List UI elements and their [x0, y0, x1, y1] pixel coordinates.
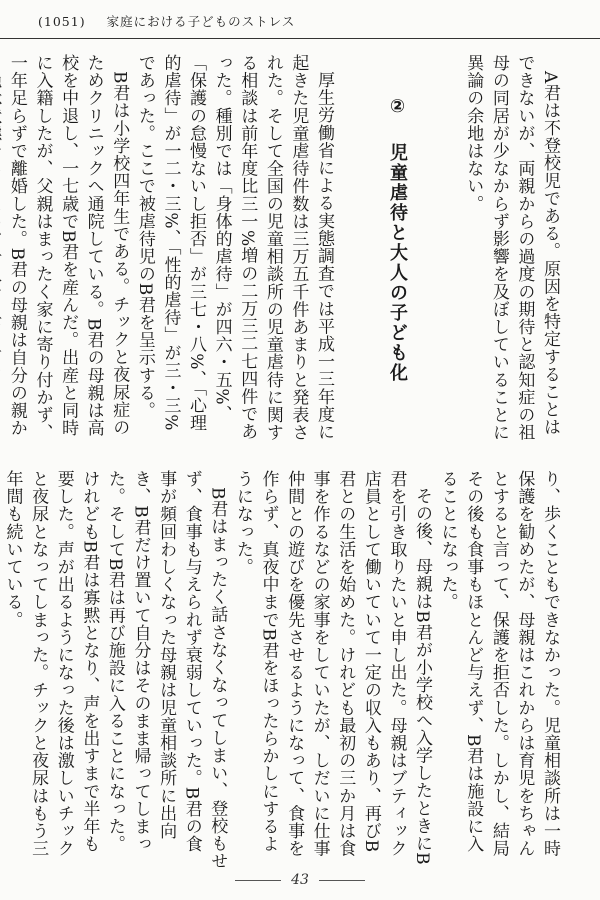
page-code: (1051) — [38, 14, 86, 29]
running-title: 家庭における子どものストレス — [106, 14, 296, 29]
header-rule — [0, 38, 600, 39]
paragraph: B君はまったく話さなくなってしまい、登校もせず、食事も与えられず衰弱していった。B君の食事が頻回わしくなった母親は児童相談所に出向き、B君だけ置いて自分はそのまま帰ってしまった。そしてB君は再び施設に入ることになった。けれどもB君は寡黙となり、声を出すまで半年も要した。声が出るようになった後は激しいチックと夜尿となってしまった。チックと夜尿はもう三年間も続いている。 — [2, 470, 228, 870]
lower-block-body — [2, 470, 562, 870]
footer-dash-right — [319, 880, 365, 881]
section-number: ② — [387, 96, 408, 119]
paragraph: り、歩くこともできなかった。児童相談所は一時保護を勧めたが、母親はこれからは育児をちゃんとすると言って、保護を拒否した。しかし、結局その後も食事もほとんど与えず、B君は施設に入ることになった。 — [437, 470, 560, 858]
paragraph: その後、母親はB君が小学校へ入学したときにB君を引き取りたいと申し出た。母親はブティック店員として働いていて一定の収入もあり、再びB君との生活を始めた。けれども最初の三か月は食事を作るなどの家事をしていたが、しだいに仕事仲間との遊びを優先させるようになって、食事を作らず、真夜中までB君をほったらかしにするようになった。 — [232, 470, 433, 866]
upper-block-intro — [412, 54, 562, 448]
section-title: 児童虐待と大人の子ども化 — [387, 143, 408, 384]
page-footer — [0, 872, 600, 888]
page-number: 43 — [291, 872, 309, 888]
paragraph: 厚生労働省による実態調査では平成一三年度に起きた児童虐待件数は三万五千件あまりと発表された。そして全国の児童相談所の児童虐待に関する相談は前年度比三一%増の二万三二七四件であった。種別では「身体的虐待」が四六・五%、「保護の怠慢ないし拒否」が三七・八%、「心理的虐待」が一二・三%、「性的虐待」が三・三%であった。ここで被虐待児のB君を呈示する。 — [134, 54, 334, 442]
footer-dash-left — [235, 880, 281, 881]
upper-block-body — [6, 54, 336, 448]
paragraph: B君は小学校四年生である。チックと夜尿症のためクリニックへ通院している。B君の母親は高校を中退し、一七歳でB君を産んだ。出産と同時に入籍したが、父親はまったく家に寄り付かず、一年足らずで離婚した。B君の母親は自分の親か — [6, 54, 130, 442]
running-header — [38, 12, 295, 30]
paragraph: A君は不登校児である。原因を特定することはできないが、両親からの過度の期待と認知症の祖母の同居が少なからず影響を及ぼしていることに異論の余地はない。 — [463, 54, 560, 442]
section-heading — [340, 54, 410, 490]
